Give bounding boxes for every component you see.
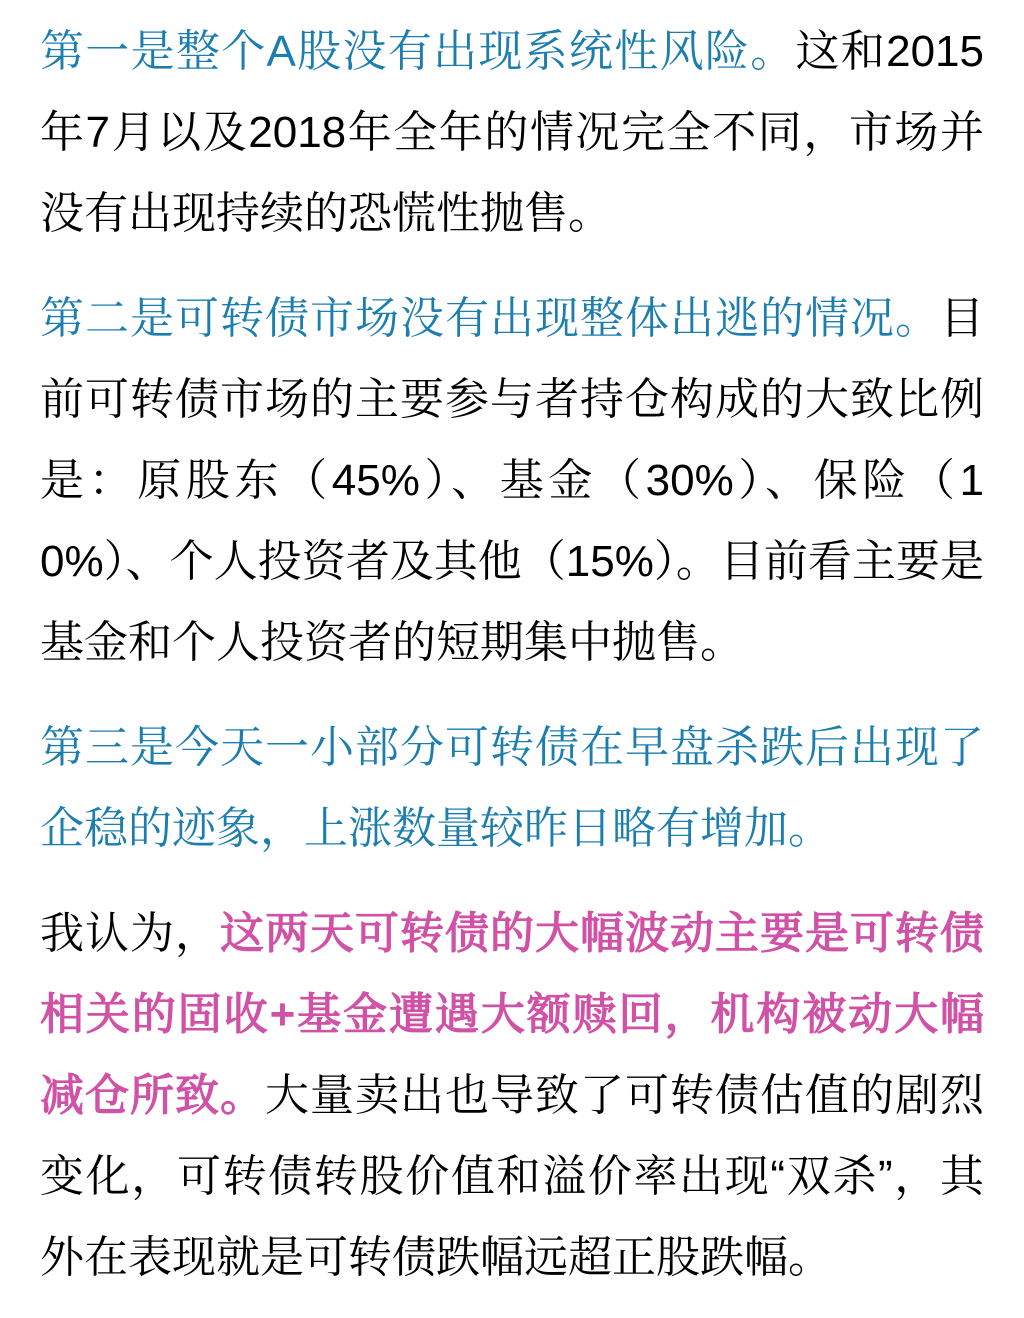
text-segment: 第三是今天一小部分可转债在早盘杀跌后出现了企稳的迹象，上涨数量较昨日略有增加。 — [40, 723, 984, 853]
text-segment: 大量卖出也导致了可转债估值的剧烈变化，可转债转股价值和溢价率出现“双杀”，其外在表现就是可转债跌幅远超正股跌幅。 — [40, 1071, 984, 1282]
text-segment: 这两天可转债的大幅波动主要是可转债相关的固收+基金遭遇大额赎回，机构被动大幅减仓所致。 — [40, 909, 984, 1120]
paragraph — [40, 893, 984, 1298]
paragraph — [40, 11, 984, 254]
text-segment: 我认为， — [40, 909, 220, 958]
text-segment: 这和2015年7月以及2018年全年的情况完全不同，市场并没有出现持续的恐慌性抛售。 — [40, 27, 984, 238]
text-segment: 第二是可转债市场没有出现整体出逃的情况。 — [40, 294, 940, 343]
paragraph — [40, 278, 984, 683]
text-segment: 第一是整个A股没有出现系统性风险。 — [40, 27, 796, 76]
paragraph — [40, 707, 984, 869]
text-segment: 目前可转债市场的主要参与者持仓构成的大致比例是：原股东（45%）、基金（30%）、保险（10%）、个人投资者及其他（15%）。目前看主要是基金和个人投资者的短期集中抛售。 — [40, 294, 984, 667]
